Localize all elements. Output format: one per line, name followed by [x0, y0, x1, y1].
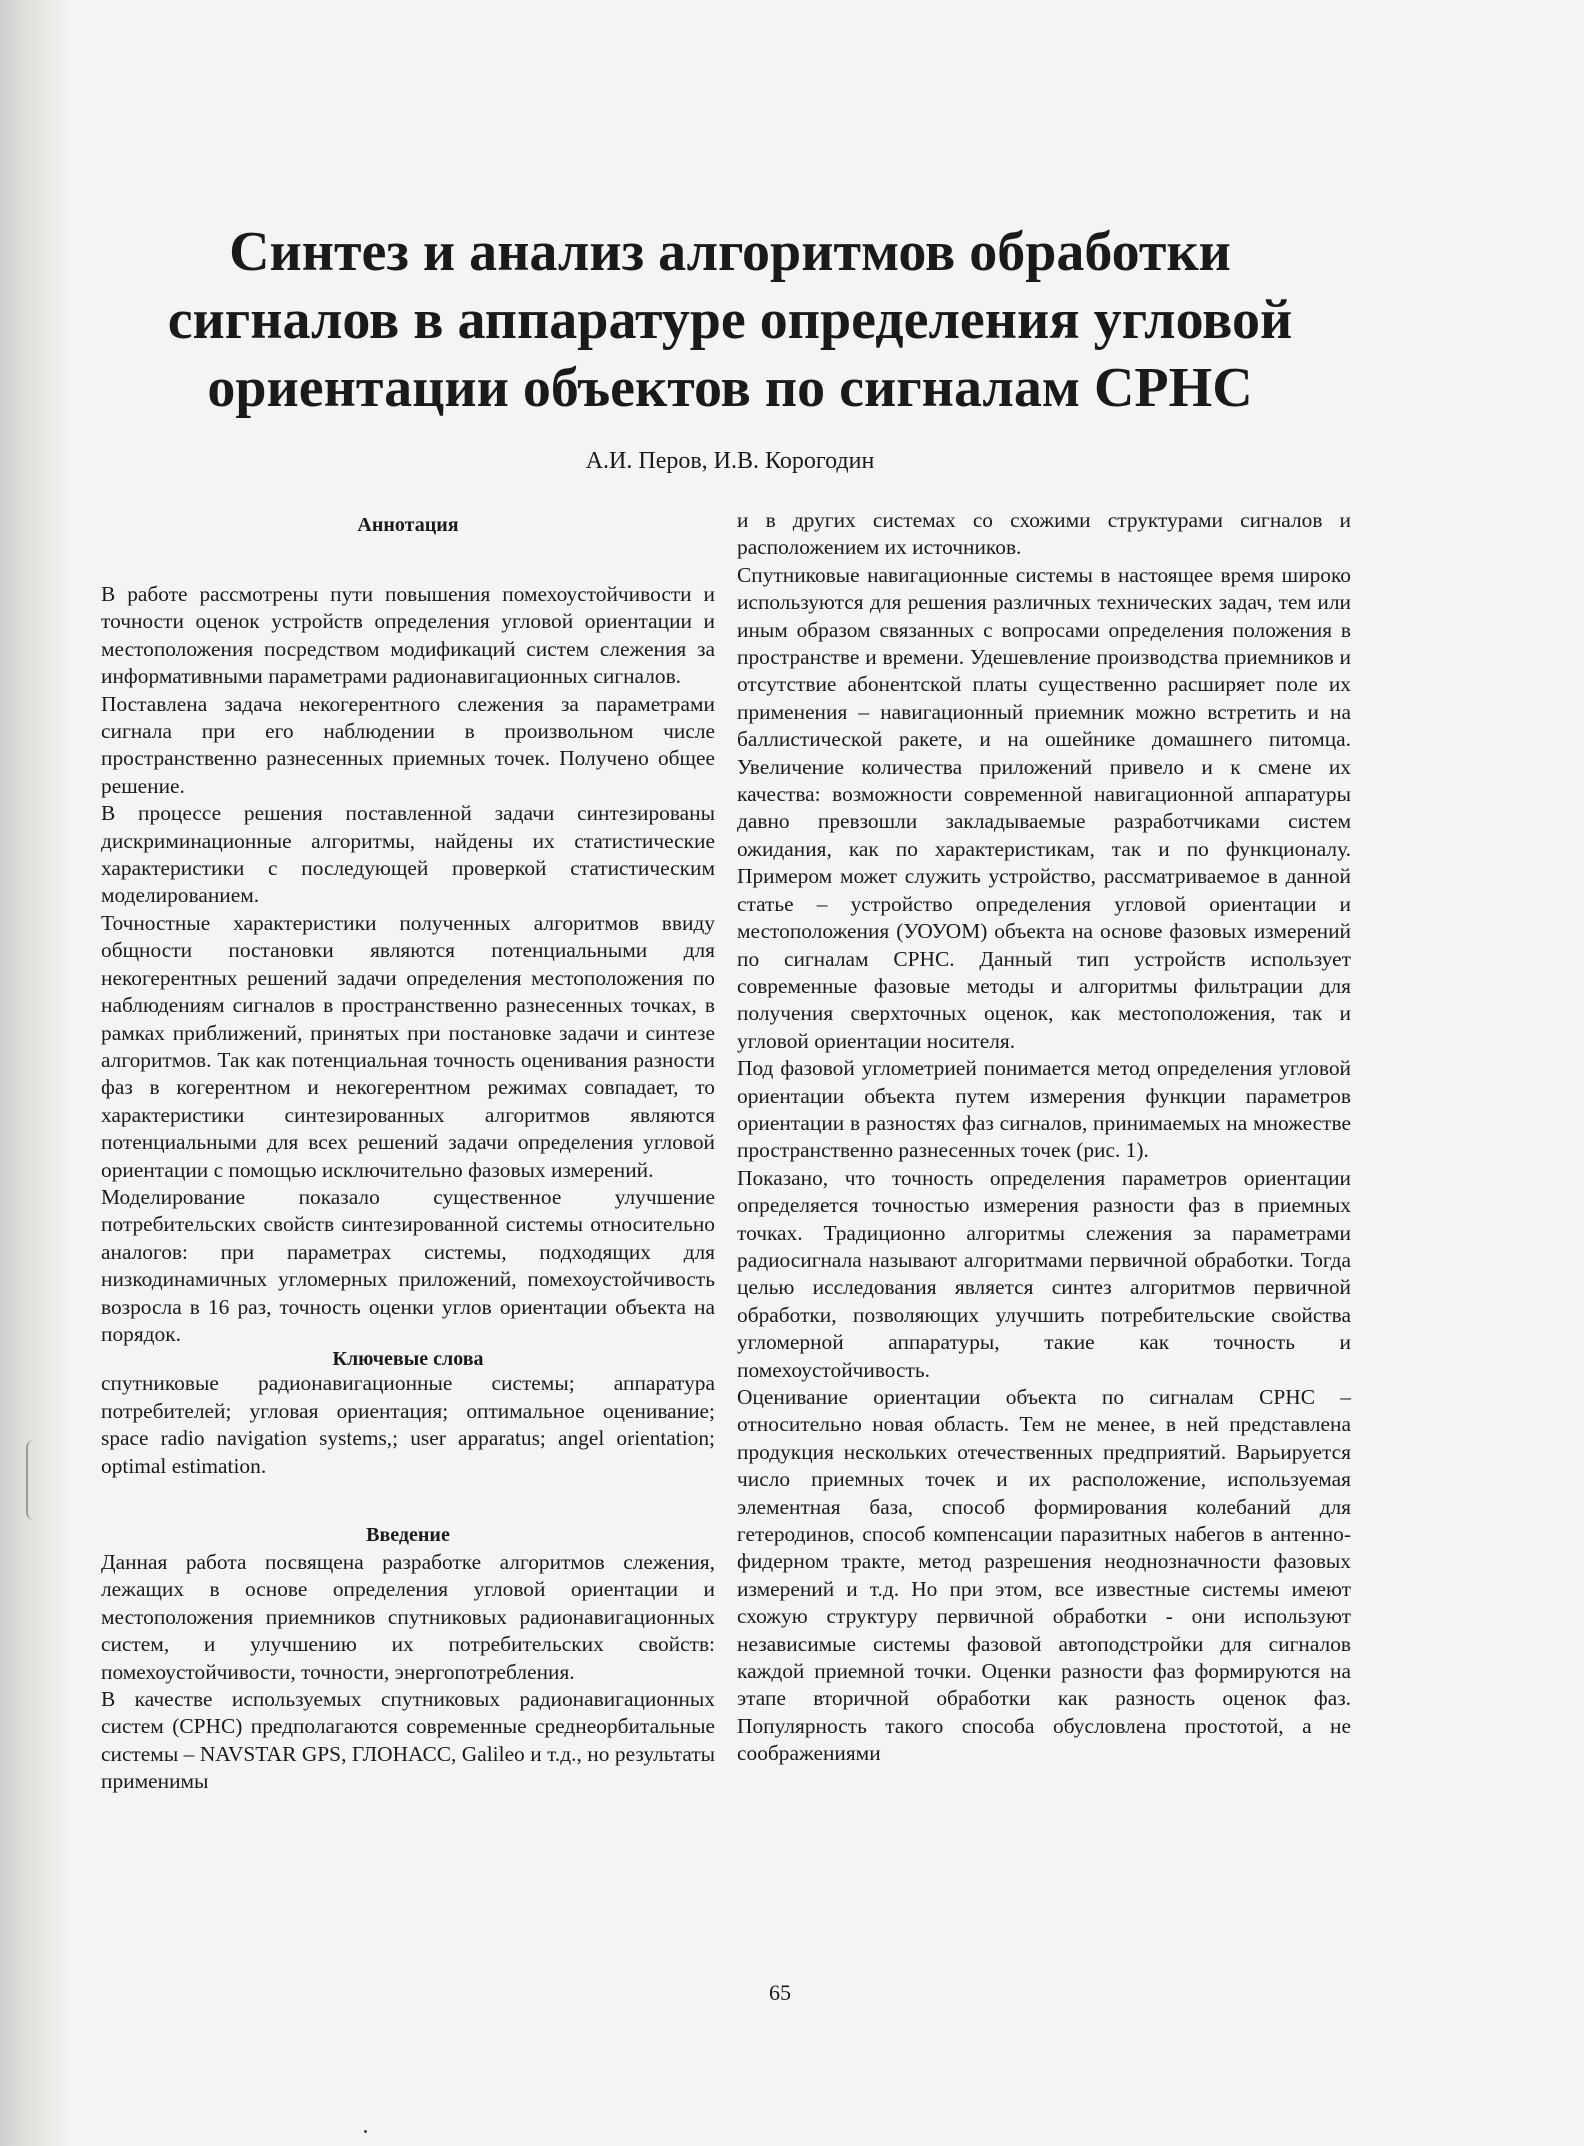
title-line: Синтез и анализ алгоритмов обработки: [229, 221, 1231, 283]
intro-paragraph: Данная работа посвящена разработке алгоритмов слежения, лежащих в основе определения угловой ориентации и местоположения приемников спутниковых радионавигационных систем, и улучшению их потребительских свойств: помехоустойчивости, точности, энергопотребления.: [101, 1550, 715, 1684]
body-paragraph: Под фазовой углометрией понимается метод определения угловой ориентации объекта путем измерения функции параметров ориентации в разностях фаз сигналов, принимаемых на множестве пространственно разнесенных точек (рис. 1).: [737, 1056, 1351, 1163]
body-paragraph: Спутниковые навигационные системы в настоящее время широко используются для решения различных технических задач, тем или иным образом связанных с вопросами определения положения в пространстве и времени. Удешевление производства приемников и отсутствие абонентской платы существенно расширяет поле их применения – навигационный приемник можно встретить и на баллистической ракете, и на ошейнике домашнего питомца. Увеличение количества приложений привело и к смене их качества: возможности современной навигационной аппаратуры давно превзошли закладываемые разработчиками систем ожидания, как по характеристикам, так и по функционалу. Примером может служить устройство, рассматриваемое в данной статье – устройство определения угловой ориентации и местоположения (УОУОМ) объекта на основе фазовых измерений по сигналам СРНС. Данный тип устройств использует современные фазовые методы и алгоритмы фильтрации для получения сверхточных оценок, как местоположения, так и угловой ориентации носителя.: [737, 562, 1351, 1053]
keywords-text: спутниковые радионавигационные системы; аппаратура потребителей; угловая ориентация; оптимальное оценивание; space radio navigation systems,; user apparatus; angel orientation; optimal estimation.: [101, 1371, 715, 1478]
body-paragraph: Показано, что точность определения параметров ориентации определяется точностью измерения разности фаз в приемных точках. Традиционно алгоритмы слежения за параметрами радиосигнала называют алгоритмами первичной обработки. Тогда целью исследования является синтез алгоритмов первичной обработки, позволяющих улучшить потребительские свойства угломерной аппаратуры, такие как точность и помехоустойчивость.: [737, 1165, 1351, 1382]
right-column: [737, 507, 1351, 1768]
binding-edge: [26, 1440, 34, 1520]
title-line: ориентации объектов по сигналам СРНС: [207, 357, 1253, 419]
article-title: [100, 218, 1360, 422]
annotation-paragraph: В работе рассмотрены пути повышения помехоустойчивости и точности оценок устройств определения угловой ориентации и местоположения посредством модификаций систем слежения за информативными параметрами радионавигационных сигналов.: [101, 582, 715, 689]
annotation-paragraph: Точностные характеристики полученных алгоритмов ввиду общности постановки являются потенциальными для некогерентных решений задачи определения местоположения по наблюдениям сигналов в пространственно разнесенных точках, в рамках приближений, принятых при постановке задачи и синтезе алгоритмов. Так как потенциальная точность оценивания разности фаз в когерентном и некогерентном режимах совпадает, то характеристики синтезированных алгоритмов являются потенциальными для всех решений задачи определения угловой ориентации с помощью исключительно фазовых измерений.: [101, 910, 715, 1182]
body-paragraph: Оценивание ориентации объекта по сигналам СРНС – относительно новая область. Тем не менее, в ней представлена продукция нескольких отечественных предприятий. Варьируется число приемных точек и их расположение, используемая элементная база, способ формирования колебаний для гетеродинов, способ компенсации паразитных набегов в антенно-фидерном тракте, метод разрешения неоднозначности фазовых измерений и т.д. Но при этом, все известные системы имеют схожую структуру первичной обработки - они используют независимые системы фазовой автоподстройки для сигналов каждой приемной точки. Оценки разности фаз формируются на этапе вторичной обработки как разность оценок фаз. Популярность такого способа обусловлена простотой, а не соображениями: [737, 1385, 1351, 1766]
body-paragraph: и в других системах со схожими структурами сигналов и расположением их источников.: [737, 508, 1351, 560]
keywords-heading: Ключевые слова: [332, 1348, 484, 1371]
annotation-heading: Аннотация: [357, 514, 459, 536]
intro-paragraph: В качестве используемых спутниковых радионавигационных систем (СРНС) предполагаются современные среднеорбитальные системы – NAVSTAR GPS, ГЛОНАСС, Galileo и т.д., но результаты применимы: [101, 1687, 715, 1794]
annotation-paragraph: Поставлена задача некогерентного слежения за параметрами сигнала при его наблюдении в произвольном числе пространственно разнесенных приемных точек. Получено общее решение.: [101, 691, 715, 798]
page-number: 65: [769, 1980, 791, 2005]
annotation-paragraph: Моделирование показало существенное улучшение потребительских свойств синтезированной системы относительно аналогов: при параметрах системы, подходящих для низкодинамичных угломерных приложений, помехоустойчивость возросла в 16 раз, точность оценки углов ориентации объекта на порядок.: [101, 1184, 715, 1346]
intro-heading: Введение: [366, 1524, 450, 1546]
title-line: сигналов в аппаратуре определения угловой: [167, 289, 1293, 351]
authors: А.И. Перов, И.В. Корогодин: [585, 448, 875, 474]
annotation-paragraph: В процессе решения поставленной задачи синтезированы дискриминационные алгоритмы, найдены их статистические характеристики с последующей проверкой статистическим моделированием.: [101, 801, 715, 908]
scan-speck: [364, 2130, 367, 2133]
binding-shadow: [0, 0, 70, 2146]
left-column: [101, 512, 715, 1796]
